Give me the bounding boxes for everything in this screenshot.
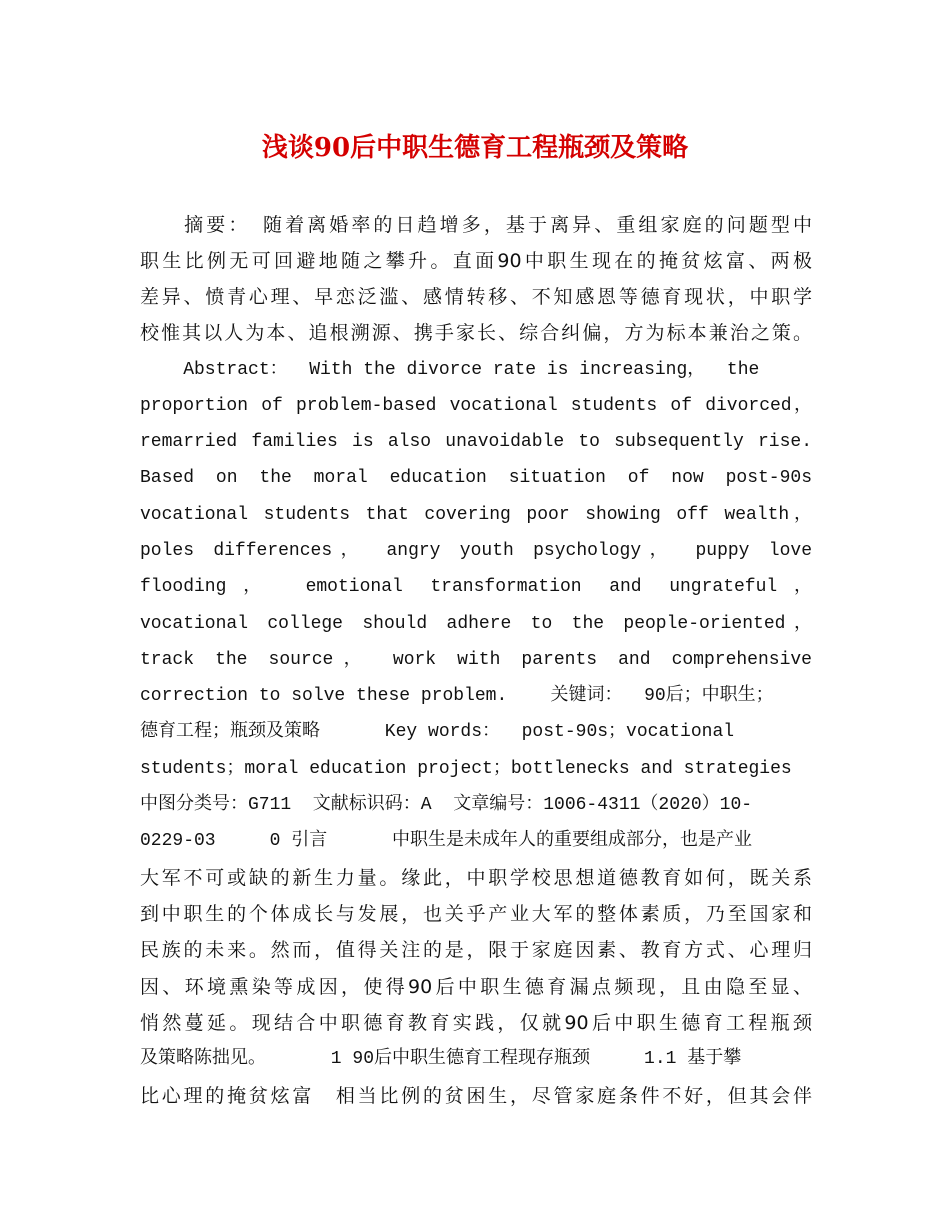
abstract-en-line: Based on the moral education situation of now post-90s [140, 468, 812, 488]
body-line: 大军不可或缺的新生力量。缘此，中职学校思想道德教育如何，既关系 [140, 867, 812, 889]
abstract-zh-line: 摘要： 随着离婚率的日趋增多，基于离异、重组家庭的问题型中 [140, 214, 812, 236]
body-line: 比心理的掩贫炫富 相当比例的贫困生，尽管家庭条件不好，但其会伴 [140, 1085, 812, 1107]
abstract-en-line: Abstract： With the divorce rate is increasing， the [140, 360, 760, 380]
body-line: 悄然蔓延。现结合中职德育教育实践，仅就90后中职生德育工程瓶颈 [140, 1012, 812, 1034]
abstract-en-line: remarried families is also unavoidable to subsequently rise. [140, 432, 812, 452]
document-title: 浅谈90后中职生德育工程瓶颈及策略 [261, 133, 689, 163]
body-line: 民族的未来。然而，值得关注的是，限于家庭因素、教育方式、心理归 [140, 939, 812, 961]
body-line: 到中职生的个体成长与发展，也关乎产业大军的整体素质，乃至国家和 [140, 903, 812, 925]
keywords-line: 德育工程；瓶颈及策略 Key words： post-90s；vocational [140, 722, 735, 742]
abstract-en-line: vocational students that covering poor showing off wealth， [140, 505, 812, 525]
body-line: 因、环境熏染等成因，使得90后中职生德育漏点频现，且由隐至显、 [140, 976, 812, 998]
abstract-en-line: flooding， emotional transformation and ungrateful， [140, 577, 812, 597]
abstract-zh-line: 校惟其以人为本、追根溯源、携手家长、综合纠偏，方为标本兼治之策。 [140, 322, 812, 344]
abstract-en-line: track the source， work with parents and comprehensive [140, 650, 812, 670]
abstract-zh-line: 差异、愤青心理、早恋泛滥、感情转移、不知感恩等德育现状，中职学 [140, 286, 812, 308]
abstract-zh-line: 职生比例无可回避地随之攀升。直面90中职生现在的掩贫炫富、两极 [140, 250, 812, 272]
classification-line: 中图分类号：G711 文献标识码：A 文章编号：1006-4311（2020）10- [140, 795, 753, 815]
introduction-line: 0229-03 0 引言 中职生是未成年人的重要组成部分，也是产业 [140, 831, 753, 851]
section-heading-line: 及策略陈拙见。 1 90后中职生德育工程现存瓶颈 1.1 基于攀 [140, 1049, 742, 1069]
keywords-line: correction to solve these problem. 关键词： 90后；中职生； [140, 686, 774, 706]
abstract-en-line: poles differences， angry youth psychology， puppy love [140, 541, 812, 561]
keywords-en-line: students；moral education project；bottlenecks and strategies [140, 759, 792, 779]
abstract-en-line: proportion of problem-based vocational students of divorced， [140, 396, 812, 416]
abstract-en-line: vocational college should adhere to the people-oriented， [140, 614, 812, 634]
